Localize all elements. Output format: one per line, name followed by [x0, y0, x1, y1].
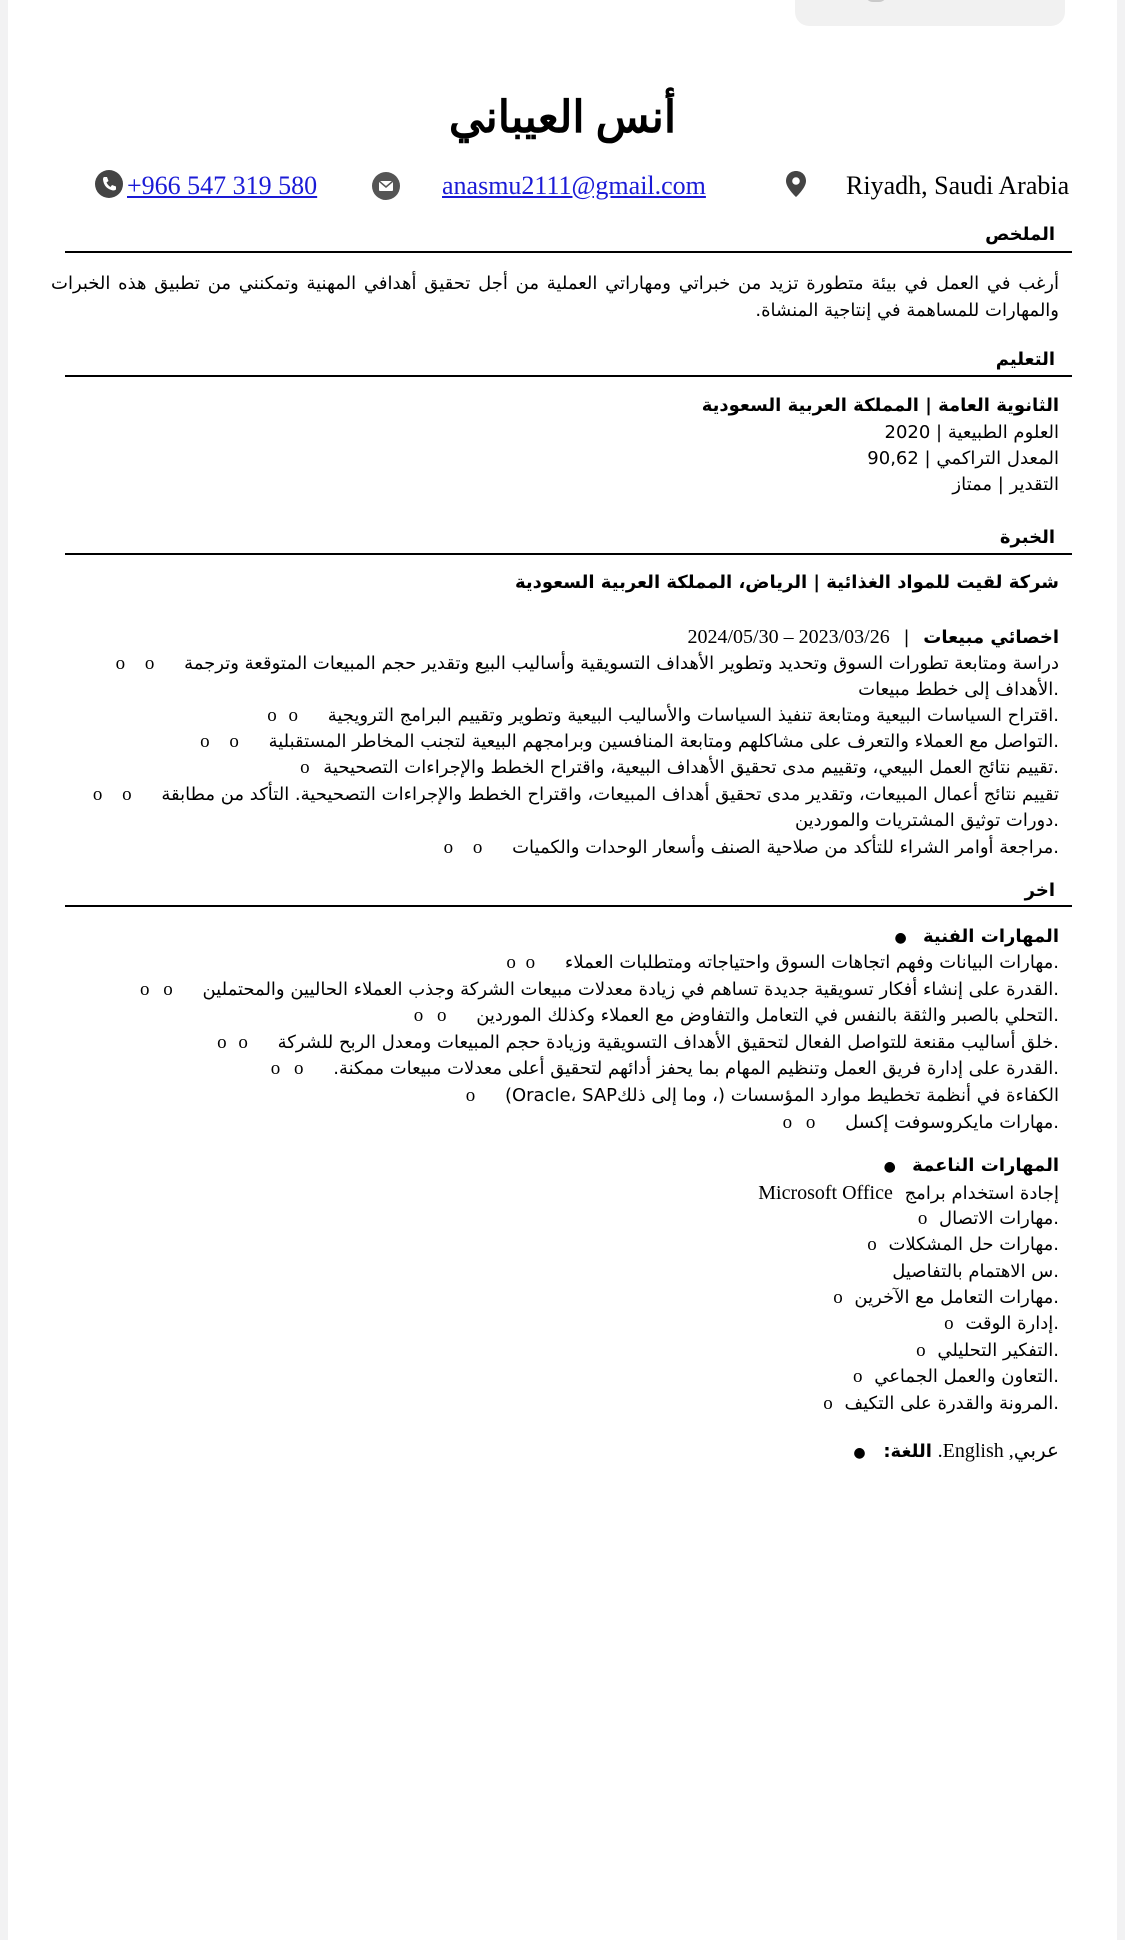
- list-item-text: إجادة استخدام برامج: [904, 1183, 1059, 1204]
- education-title: الثانوية العامة | المملكة العربية السعودية: [701, 395, 1059, 416]
- list-item-text: دراسة ومتابعة تطورات السوق وتحديد وتطوير الأهداف التسويقية وأساليب البيع وتقدير حجم المبيعات المتوقعة وترجمة: [184, 653, 1059, 674]
- list-item-text: .اقتراح السياسات البيعية ومتابعة تنفيذ السياسات والأساليب البيعية وتطوير وتقييم البرامج الترويجية: [327, 705, 1059, 726]
- list-item-text: Microsoft Office: [758, 1182, 893, 1204]
- education-line: التقدير | ممتاز: [952, 474, 1059, 495]
- list-marker: o: [229, 731, 239, 752]
- bullet-marker: ●: [894, 930, 907, 946]
- other-heading: اخر: [1024, 880, 1055, 901]
- list-item-text: .التفكير التحليلي: [937, 1340, 1059, 1361]
- phone-icon: [94, 169, 124, 199]
- list-item: [271, 1058, 1059, 1080]
- list-item-text: .مهارات التعامل مع الآخرين: [854, 1287, 1059, 1308]
- list-marker: o: [472, 837, 483, 858]
- list-marker: o: [163, 979, 173, 1000]
- list-item: [758, 1182, 1059, 1205]
- list-marker: o: [867, 1234, 877, 1255]
- list-item: [414, 1005, 1059, 1027]
- list-item-text: .المرونة والقدرة على التكيف: [844, 1393, 1059, 1414]
- list-item: .س الاهتمام بالتفاصيل: [892, 1261, 1059, 1282]
- list-marker: o: [122, 784, 132, 805]
- list-item-text: .مهارات الاتصال: [939, 1208, 1059, 1229]
- list-item: [823, 1393, 1059, 1415]
- list-item: [466, 1085, 1059, 1107]
- list-item-text: .التواصل مع العملاء والتعرف على مشاكلهم ومتابعة المنافسين وبرامجهم البيعية لتجنب المخاطر المستقبلية: [268, 731, 1059, 752]
- list-item-text: .مراجعة أوامر الشراء للتأكد من صلاحية الصنف وأسعار الوحدات والكميات: [512, 837, 1059, 858]
- company-line: شركة لقيت للمواد الغذائية | الرياض، المملكة العربية السعودية: [514, 572, 1059, 593]
- list-item: [200, 731, 1059, 753]
- education-heading: التعليم: [995, 349, 1055, 370]
- list-item: [944, 1313, 1059, 1335]
- technical-skills-title: المهارات الفنية: [922, 926, 1059, 947]
- list-marker: o: [267, 705, 277, 726]
- list-marker: o: [293, 1058, 304, 1079]
- education-line: العلوم الطبيعية | 2020: [884, 422, 1059, 443]
- list-item: .الأهداف إلى خطط مبيعات: [858, 679, 1059, 700]
- list-marker: o: [805, 1112, 816, 1133]
- list-item-text: تقييم نتائج أعمال المبيعات، وتقدير مدى تحقيق أهداف المبيعات، واقتراح الخطط والإجراءات التصحيحية. التأكد من مطابقة: [161, 784, 1059, 805]
- list-marker: o: [506, 952, 516, 973]
- role-title: اخصائي مبيعات: [923, 627, 1059, 648]
- list-item-text: .مهارات البيانات وفهم اتجاهات السوق واحتياجاته ومتطلبات العملاء: [564, 952, 1059, 973]
- list-marker: o: [833, 1287, 843, 1308]
- list-marker: o: [525, 952, 536, 973]
- candidate-name: أنس العيباني: [448, 93, 677, 142]
- list-marker: o: [917, 1208, 928, 1229]
- list-marker: o: [823, 1393, 833, 1414]
- list-item-text: .مهارات حل المشكلات: [888, 1234, 1059, 1255]
- list-item-text: .خلق أساليب مقنعة للتواصل الفعال لتحقيق الأهداف التسويقية وزيادة حجم المبيعات ومعدل الربح للشركة: [277, 1032, 1059, 1053]
- list-marker: o: [852, 1366, 863, 1387]
- role-line: [687, 626, 1059, 649]
- list-marker: o: [200, 731, 210, 752]
- list-item: [833, 1287, 1059, 1309]
- list-marker: o: [238, 1032, 248, 1053]
- list-item: [217, 1032, 1059, 1054]
- technical-skills-heading: [894, 926, 1059, 947]
- list-marker: o: [288, 705, 298, 726]
- list-item: [93, 784, 1059, 806]
- list-marker: o: [413, 1005, 424, 1026]
- list-item: [867, 1234, 1059, 1256]
- list-item: [853, 1366, 1059, 1388]
- list-item: [116, 653, 1059, 675]
- email-link[interactable]: anasmu2111@gmail.com: [442, 171, 706, 200]
- education-divider: [65, 375, 1072, 377]
- soft-skills-heading: [884, 1155, 1059, 1176]
- list-marker: o: [782, 1112, 793, 1133]
- list-item: [783, 1112, 1059, 1134]
- list-marker: o: [270, 1058, 281, 1079]
- experience-heading: الخبرة: [999, 527, 1055, 548]
- list-marker: o: [443, 837, 454, 858]
- list-marker: o: [92, 784, 103, 805]
- list-item: .دورات توثيق المشتريات والموردين: [794, 810, 1059, 831]
- location-text: Riyadh, Saudi Arabia: [846, 171, 1070, 200]
- experience-divider: [65, 553, 1072, 555]
- list-item: [267, 705, 1059, 727]
- list-marker: o: [144, 653, 155, 674]
- phone-link[interactable]: +966 547 319 580: [127, 171, 318, 200]
- list-item: [916, 1340, 1059, 1362]
- list-item-text: .التعاون والعمل الجماعي: [874, 1366, 1059, 1387]
- list-marker: o: [115, 653, 126, 674]
- summary-divider: [65, 251, 1072, 253]
- list-item-text: الكفاءة في أنظمة تخطيط موارد المؤسسات (، وما إلى ذلكOracle، SAP): [504, 1085, 1059, 1106]
- list-marker: o: [944, 1313, 954, 1334]
- bullet-marker: ●: [883, 1159, 896, 1175]
- list-item: [444, 837, 1059, 859]
- list-item-text: .مهارات مايكروسوفت إكسل: [845, 1112, 1059, 1133]
- summary-text: أرغب في العمل في بيئة متطورة تزيد من خبراتي ومهاراتي العملية من أجل تحقيق أهدافي المهنية وتمكنني من تطبيق هذه الخبرات والمهارات للمساهمة في إنتاجية المنشاة.: [51, 273, 1059, 321]
- list-marker: o: [140, 979, 150, 1000]
- list-marker: o: [217, 1032, 227, 1053]
- language-line: [853, 1438, 1059, 1463]
- list-item: [918, 1208, 1059, 1230]
- list-item: [506, 952, 1059, 974]
- soft-skills-title: المهارات الناعمة: [912, 1155, 1059, 1176]
- top-toolbar-stub: [795, 0, 1065, 26]
- list-marker: o: [465, 1085, 476, 1106]
- list-item-text: .التحلي بالصبر والثقة بالنفس في التعامل والتفاوض مع العملاء وكذلك الموردين: [476, 1005, 1059, 1026]
- bullet-marker: ●: [853, 1445, 866, 1461]
- email-icon: [371, 171, 401, 201]
- education-line: المعدل التراكمي | 90,62: [867, 448, 1059, 469]
- list-item: [300, 757, 1059, 779]
- list-item-text: .القدرة على إنشاء أفكار تسويقية جديدة تساهم في زيادة معدلات مبيعات الشركة وجذب العملاء الحاليين والمحتملين: [202, 979, 1059, 1000]
- list-item-text: .إدارة الوقت: [965, 1313, 1059, 1334]
- list-marker: o: [436, 1005, 447, 1026]
- location-pin-icon: [781, 169, 811, 199]
- list-marker: o: [300, 757, 310, 778]
- other-divider: [65, 905, 1072, 907]
- language-value: عربي, English.: [937, 1440, 1059, 1462]
- language-label: اللغة:: [883, 1441, 932, 1462]
- list-item-text: .القدرة على إدارة فريق العمل وتنظيم المهام بما يحفز أدائهم لتحقيق أعلى معدلات مبيعات ممكنة.: [333, 1058, 1059, 1079]
- role-separator: |: [903, 627, 910, 648]
- list-item: [140, 979, 1059, 1001]
- role-dates: 2024/05/30 – 2023/03/26: [687, 626, 890, 648]
- summary-heading: الملخص: [985, 224, 1055, 245]
- list-marker: o: [916, 1340, 926, 1361]
- list-item-text: .تقييم نتائج العمل البيعي، وتقييم مدى تحقيق الأهداف البيعية، واقتراح الخطط والإجراءات التصحيحية: [323, 757, 1059, 778]
